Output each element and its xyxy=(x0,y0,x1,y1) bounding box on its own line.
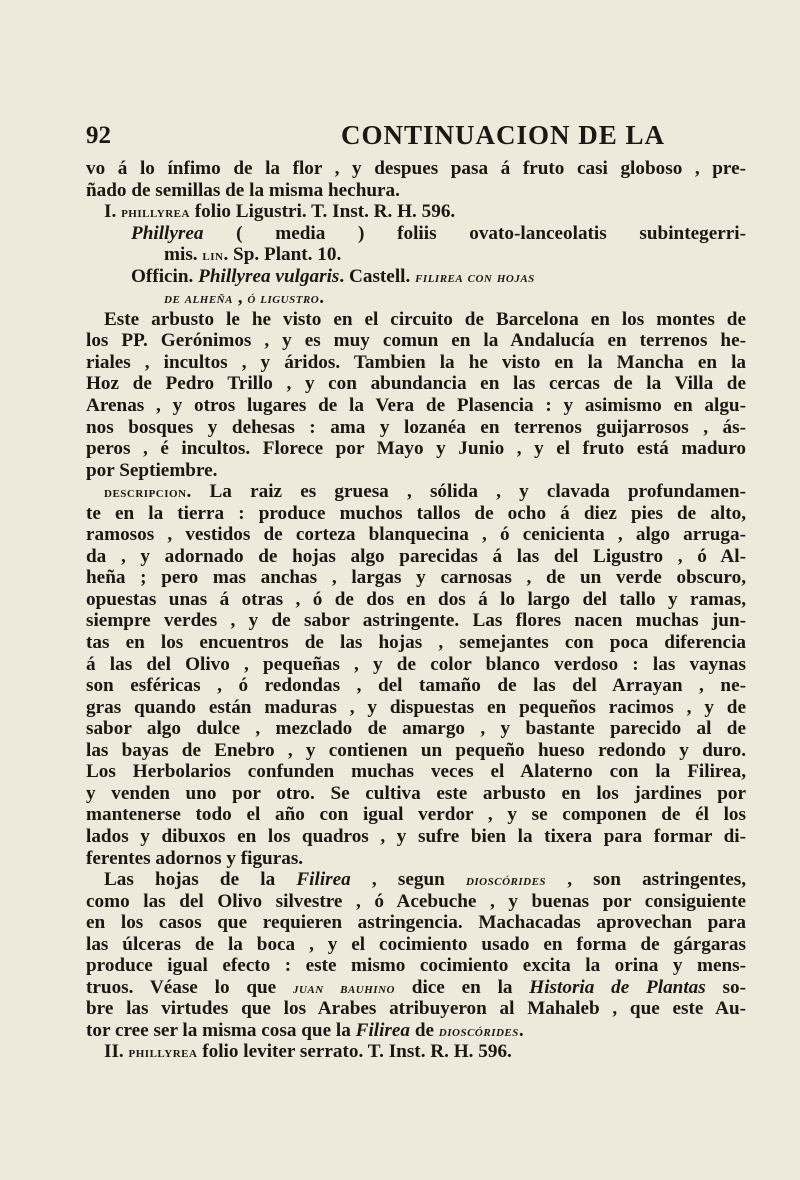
text-line xyxy=(86,460,746,482)
text-segment: . Sp. Plant. 10. xyxy=(223,244,342,266)
text-segment: y venden uno por otro. Se cultiva este arbusto en los jardines por xyxy=(86,782,746,804)
body-text xyxy=(86,158,746,1063)
text-line xyxy=(86,309,746,331)
text-line xyxy=(86,589,746,611)
text-segment: gras quando están maduras , y dispuestas en pequeños racimos , y de xyxy=(86,696,746,718)
page-number: 92 xyxy=(86,122,111,149)
text-segment: Hoz de Pedro Trillo , y con abundancia en las cercas de la Villa de xyxy=(86,373,746,395)
text-segment: nos bosques y dehesas : ama y lozanéa en terrenos guijarrosos , ás- xyxy=(86,416,746,438)
text-line xyxy=(86,869,746,891)
text-segment: te en la tierra : produce muchos tallos de ocho á diez pies de alto, xyxy=(86,502,746,524)
text-segment: tas en los encuentros de las hojas , semejantes con poca diferencia xyxy=(86,632,746,654)
text-segment: Historia de Plantas xyxy=(529,976,706,998)
text-segment: opuestas unas á otras , ó de dos en dos á lo largo del tallo y ramas, xyxy=(86,588,746,610)
text-line xyxy=(86,524,746,546)
text-segment: . xyxy=(518,1019,524,1041)
text-line xyxy=(86,610,746,632)
text-line xyxy=(86,891,746,913)
text-segment: sabor algo dulce , mezclado de amargo , y bastante parecido al de xyxy=(86,718,746,740)
text-segment: por Septiembre. xyxy=(86,459,218,481)
text-segment: descripcion xyxy=(104,484,187,502)
text-segment: filirea con hojas xyxy=(415,268,535,286)
text-segment: dice en la xyxy=(394,976,530,998)
text-segment: I. xyxy=(104,201,122,223)
text-line xyxy=(86,848,746,870)
text-segment: , son astringentes, xyxy=(546,869,746,891)
text-segment: peros , é incultos. Florece por Mayo y Junio , y el fruto está maduro xyxy=(86,438,746,460)
text-line xyxy=(86,761,746,783)
text-segment: siempre verdes , y de sabor astringente. Las flores nacen muchas jun- xyxy=(86,610,746,632)
text-line xyxy=(86,373,746,395)
text-line xyxy=(86,955,746,977)
text-line xyxy=(86,977,746,999)
text-line xyxy=(86,998,746,1020)
text-segment: . xyxy=(319,287,325,309)
text-segment: las bayas de Enebro , y contienen un pequeño hueso redondo y duro. xyxy=(86,739,746,761)
text-segment: Filirea xyxy=(355,1019,411,1041)
text-segment: Las hojas de la xyxy=(104,869,297,891)
text-segment: lin xyxy=(202,247,224,265)
text-line xyxy=(86,934,746,956)
entry-heading xyxy=(86,1041,746,1063)
text-segment: . La raiz es gruesa , sólida , y clavada profundamen- xyxy=(186,481,746,503)
text-line xyxy=(86,352,746,374)
text-line xyxy=(86,158,746,180)
text-segment: da , y adornado de hojas algo parecidas á las del Ligustro , ó Al- xyxy=(86,545,746,567)
text-segment: Phillyrea xyxy=(131,222,204,244)
text-line xyxy=(86,654,746,676)
text-segment: Los Herbolarios confunden muchas veces el Alaterno con la Filirea, xyxy=(86,761,746,783)
text-segment: ñado de semillas de la misma hechura. xyxy=(86,179,400,201)
text-segment: bre las virtudes que los Arabes atribuyeron al Mahaleb , que este Au- xyxy=(86,998,746,1020)
text-segment: truos. Véase lo que xyxy=(86,976,293,998)
text-line xyxy=(86,740,746,762)
text-segment: las úlceras de la boca , y el cocimiento usado en forma de gárgaras xyxy=(86,933,746,955)
text-line xyxy=(86,826,746,848)
text-line xyxy=(86,438,746,460)
text-segment: II. xyxy=(104,1041,129,1063)
text-line xyxy=(86,481,746,503)
text-segment: Este arbusto le he visto en el circuito de Barcelona en los montes de xyxy=(104,308,746,330)
text-line xyxy=(86,395,746,417)
text-line xyxy=(86,417,746,439)
text-segment: tor cree ser la misma cosa que la xyxy=(86,1019,356,1041)
text-segment: ramosos , vestidos de corteza blanquecina , ó cenicienta , algo arruga- xyxy=(86,524,746,546)
text-segment: riales , incultos , y áridos. Tambien la he visto en la Mancha en la xyxy=(86,351,746,373)
text-segment: phillyrea xyxy=(121,204,190,222)
text-segment: juan bauhino xyxy=(292,979,395,997)
text-line xyxy=(86,632,746,654)
text-segment: mantenerse todo el año con igual verdor , y se componen de él los xyxy=(86,804,746,826)
text-segment: , segun xyxy=(350,869,466,891)
text-segment: folio leviter serrato. T. Inst. R. H. 596. xyxy=(197,1041,512,1063)
text-line xyxy=(86,718,746,740)
text-line xyxy=(86,1020,746,1042)
text-segment: heña ; pero mas anchas , largas y carnosas , de un verde obscuro, xyxy=(86,567,746,589)
text-line xyxy=(86,287,746,309)
text-segment: phillyrea xyxy=(128,1044,198,1062)
text-segment: Arenas , y otros lugares de la Vera de Plasencia : y asimismo en algu- xyxy=(86,395,746,417)
text-segment: Phillyrea vulgaris xyxy=(198,265,340,287)
text-line xyxy=(86,567,746,589)
text-line xyxy=(86,244,746,266)
text-segment: dioscórides xyxy=(465,872,547,890)
text-line xyxy=(86,180,746,202)
text-line xyxy=(86,697,746,719)
text-line xyxy=(86,912,746,934)
text-segment: so- xyxy=(705,976,746,998)
page-header xyxy=(86,120,736,160)
text-line xyxy=(86,330,746,352)
text-segment: vo á lo ínfimo de la flor , y despues pasa á fruto casi globoso , pre- xyxy=(86,158,746,179)
text-line xyxy=(86,783,746,805)
text-line xyxy=(86,546,746,568)
text-segment: Filirea xyxy=(296,869,351,891)
text-segment: dioscórides xyxy=(438,1022,519,1040)
text-line xyxy=(86,223,746,245)
text-segment: son esféricas , ó redondas , del tamaño de las del Arrayan , ne- xyxy=(86,675,746,697)
text-line xyxy=(86,266,746,288)
text-segment: de xyxy=(410,1019,439,1041)
text-segment: ó ligustro xyxy=(247,290,320,308)
running-head: CONTINUACION DE LA xyxy=(341,120,666,150)
text-segment: en los casos que requieren astringencia. Machacadas aprovechan para xyxy=(86,912,746,934)
text-segment: lados y dibuxos en los quadros , y sufre bien la tixera para formar di- xyxy=(86,825,746,847)
text-line xyxy=(86,503,746,525)
text-segment: , xyxy=(232,287,248,309)
text-segment: mis. xyxy=(164,244,203,266)
text-segment: . Castell. xyxy=(339,265,416,287)
text-segment: de alheña xyxy=(164,290,233,308)
text-segment: como las del Olivo silvestre , ó Acebuche , y buenas por consiguiente xyxy=(86,890,746,912)
text-segment: folio Ligustri. T. Inst. R. H. 596. xyxy=(189,201,456,223)
text-segment: ( media ) foliis ovato-lanceolatis subintegerri- xyxy=(203,222,746,244)
text-segment: Officin. xyxy=(131,265,199,287)
text-segment: á las del Olivo , pequeñas , y de color blanco verdoso : las vaynas xyxy=(86,653,746,675)
text-segment: los PP. Gerónimos , y es muy comun en la Andalucía en terrenos he- xyxy=(86,330,746,352)
text-segment: produce igual efecto : este mismo cocimiento excita la orina y mens- xyxy=(86,955,746,977)
entry-heading xyxy=(86,201,746,223)
text-line xyxy=(86,675,746,697)
text-segment: ferentes adornos y figuras. xyxy=(86,847,304,869)
text-line xyxy=(86,804,746,826)
